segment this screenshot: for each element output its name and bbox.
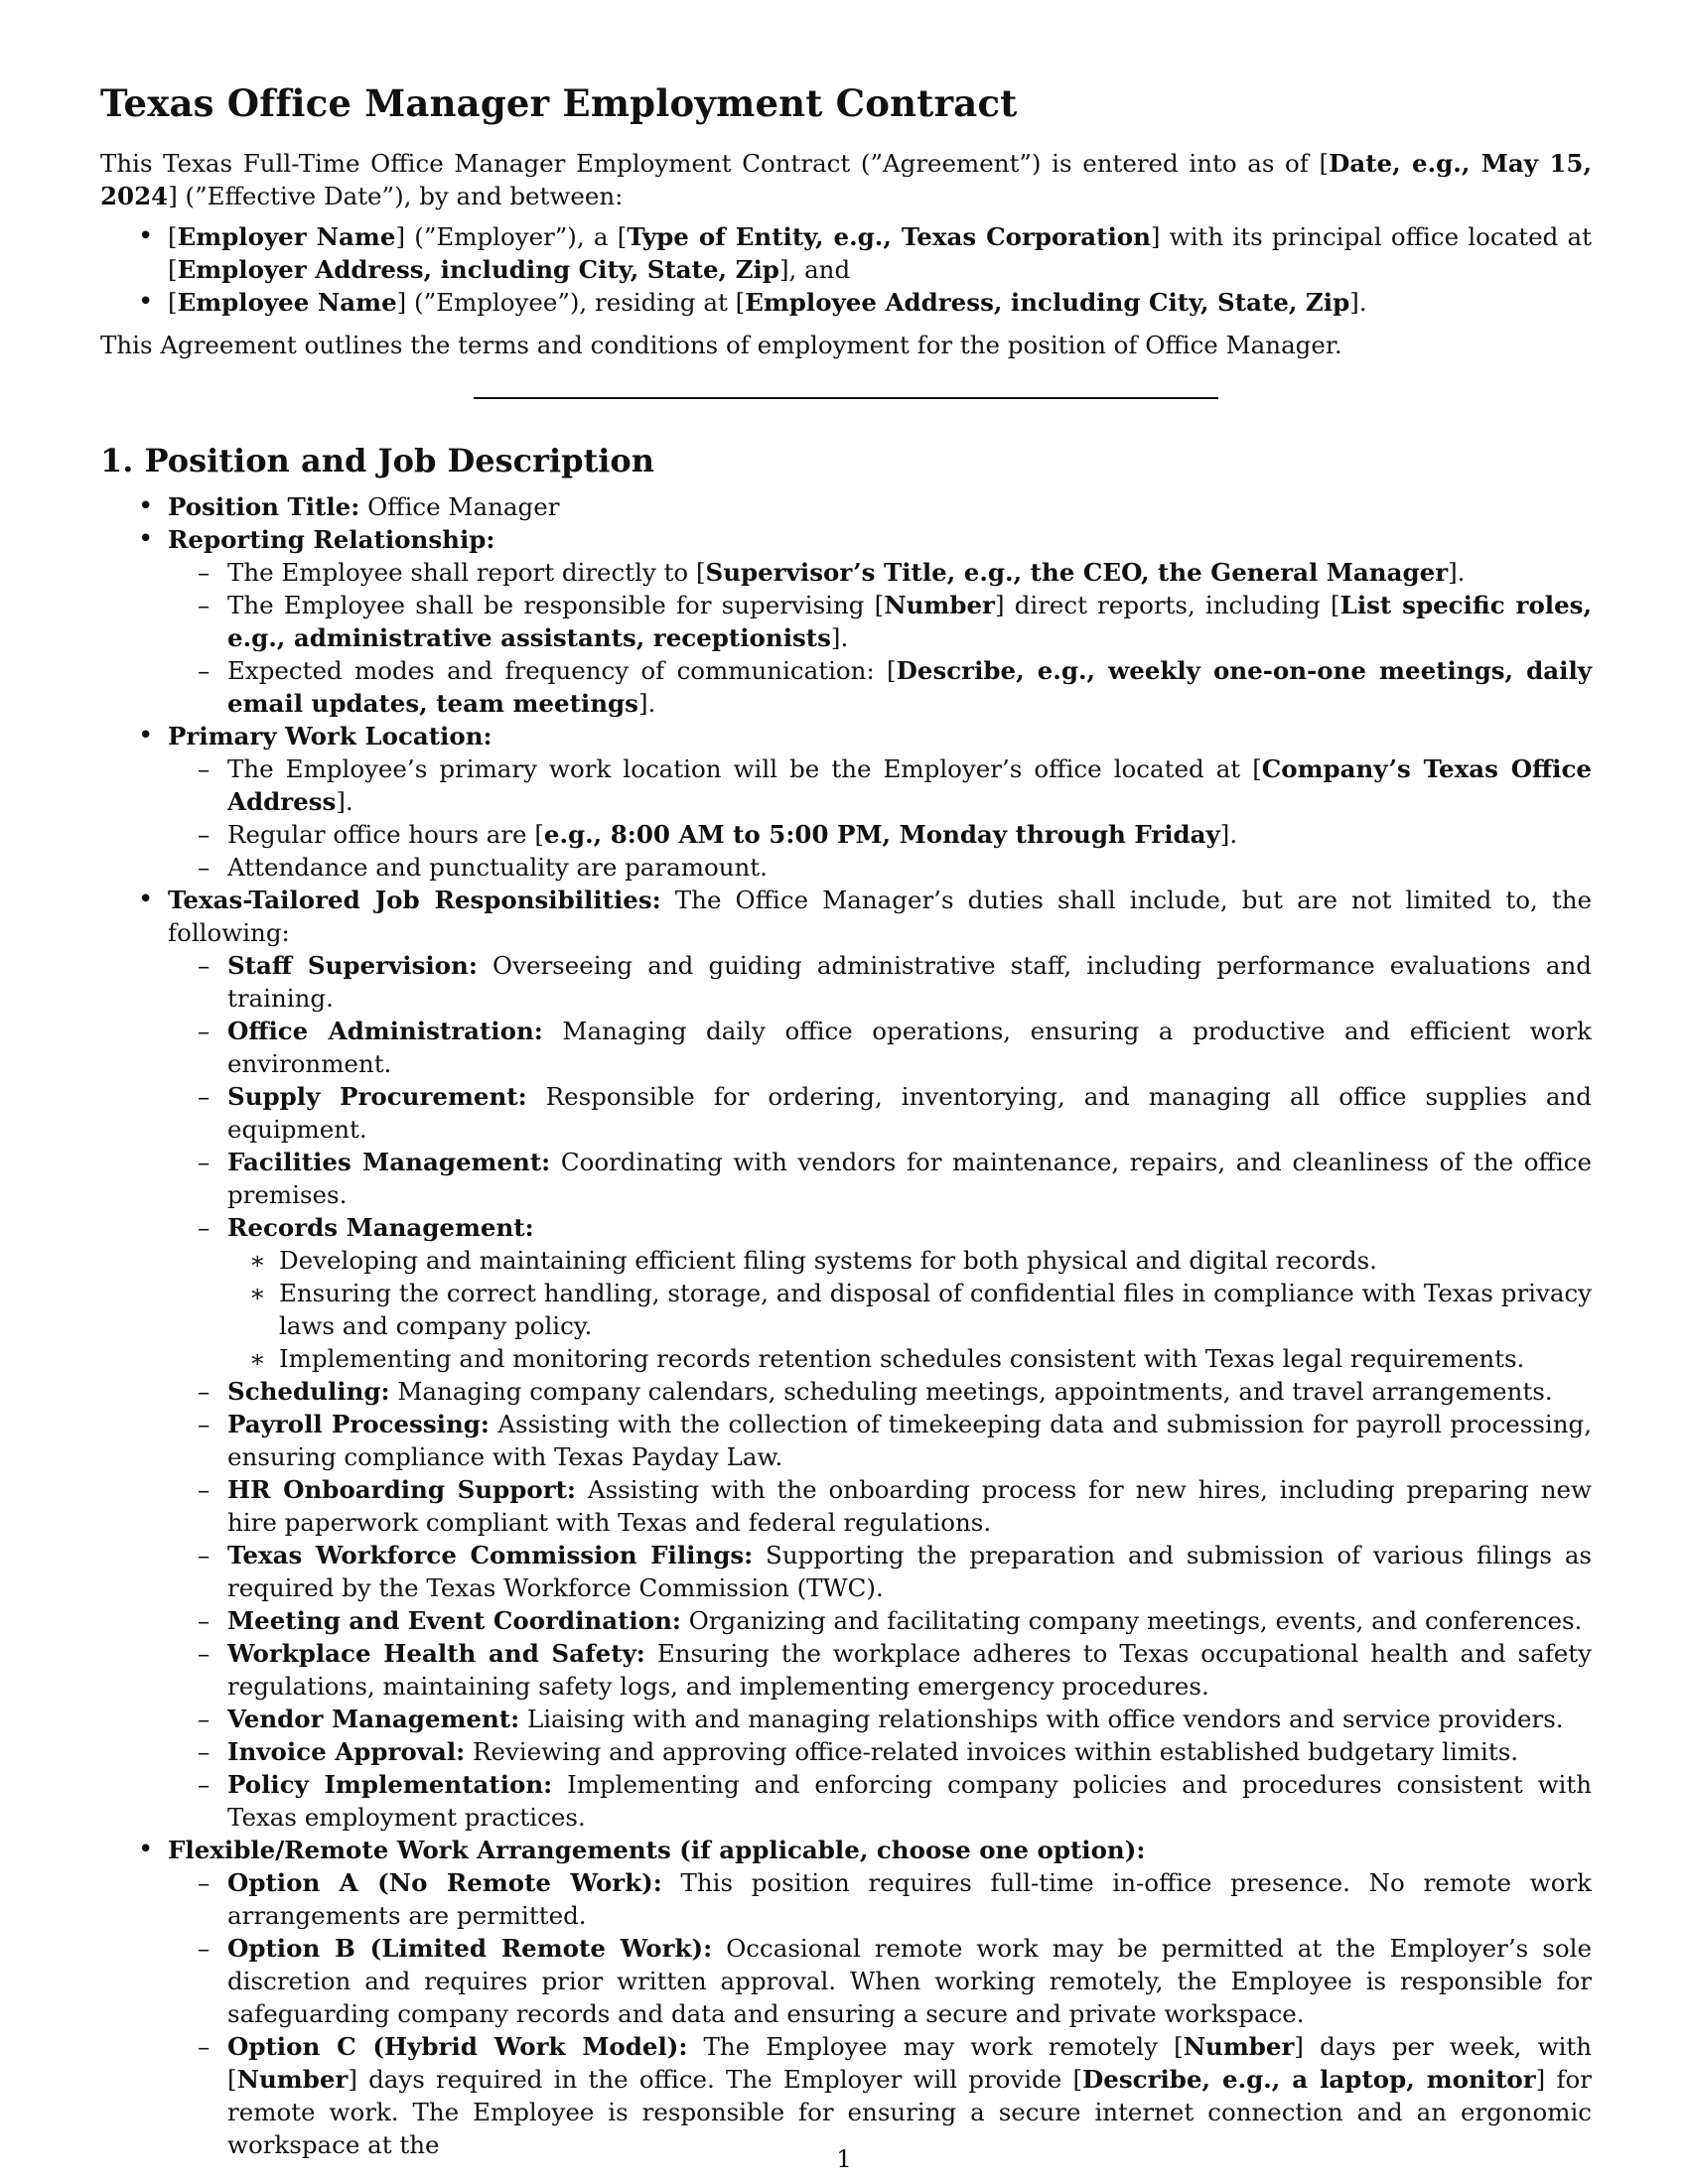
placeholder: Describe, e.g., a laptop, monitor bbox=[1082, 2064, 1536, 2094]
parties-list bbox=[100, 220, 1592, 319]
item-label: Facilities Management: bbox=[227, 1147, 551, 1176]
list-item: ∗ Implementing and monitoring records retention schedules consistent with Texas legal requirements. bbox=[227, 1342, 1592, 1375]
item-text: Liaising with and managing relationships with office vendors and service providers. bbox=[519, 1704, 1564, 1733]
option-b bbox=[168, 1932, 1592, 2030]
horizontal-rule bbox=[474, 397, 1218, 399]
item-text: Implementing and enforcing company policies and procedures consistent with Texas employment practices. bbox=[227, 1769, 1592, 1832]
list-item bbox=[168, 1473, 1592, 1539]
item-label: Workplace Health and Safety: bbox=[227, 1638, 645, 1668]
employer-name-placeholder: Employer Name bbox=[177, 222, 396, 252]
text: The Employee’s primary work location will be the Employer’s office located at [ bbox=[227, 753, 1262, 783]
list-item: ∗ Developing and maintaining efficient filing systems for both physical and digital records. bbox=[227, 1244, 1592, 1277]
item-label: Option C (Hybrid Work Model): bbox=[227, 2031, 688, 2061]
party-employee bbox=[100, 286, 1592, 319]
item-text: Ensuring the workplace adheres to Texas occupational health and safety regulations, maintaining safety logs, and implementing emergency procedures. bbox=[227, 1638, 1592, 1701]
placeholder: Describe, e.g., weekly one-on-one meetings, daily email updates, team meetings bbox=[227, 655, 1592, 718]
document-title: Texas Office Manager Employment Contract bbox=[100, 81, 1018, 125]
item-label: Records Management: bbox=[227, 1212, 534, 1242]
text: ]. bbox=[830, 622, 849, 652]
item-label: Meeting and Event Coordination: bbox=[227, 1605, 681, 1635]
text: ]. bbox=[336, 786, 353, 816]
item-label: Invoice Approval: bbox=[227, 1736, 466, 1766]
responsibilities-item bbox=[100, 884, 1592, 1834]
text: ] with its principal office located at [ bbox=[168, 222, 1592, 285]
item-text: Coordinating with vendors for maintenance, repairs, and cleanliness of the office premises. bbox=[227, 1147, 1592, 1209]
location-sublist bbox=[168, 752, 1592, 884]
text: ] for remote work. The Employee is responsible for ensuring a secure internet connection and an ergonomic workspace at the bbox=[227, 2064, 1592, 2159]
list-item bbox=[168, 1080, 1592, 1146]
list-item bbox=[168, 1539, 1592, 1604]
remote-options-sublist bbox=[168, 1866, 1592, 2161]
item-label: Scheduling: bbox=[227, 1376, 390, 1406]
item-label: Payroll Processing: bbox=[227, 1409, 490, 1438]
section1-list bbox=[100, 490, 1592, 2161]
text: ] days per week, with [ bbox=[227, 2031, 1593, 2094]
section-heading: 1. Position and Job Description bbox=[100, 442, 655, 480]
employee-address-placeholder: Employee Address, including City, State, Zip bbox=[745, 288, 1350, 318]
item-label: Supply Procurement: bbox=[227, 1081, 527, 1111]
placeholder: Company’s Texas Office Address bbox=[227, 753, 1592, 816]
item-text: Responsible for ordering, inventorying, and managing all office supplies and equipment. bbox=[227, 1081, 1592, 1144]
item-label: Option B (Limited Remote Work): bbox=[227, 1933, 713, 1963]
placeholder: Number bbox=[236, 2064, 349, 2094]
item-label: Primary Work Location: bbox=[168, 721, 492, 751]
text: The Employee shall be responsible for supervising [ bbox=[227, 590, 885, 619]
text: The Employee shall report directly to [ bbox=[227, 557, 706, 587]
placeholder: Number bbox=[884, 590, 995, 619]
list-item bbox=[168, 1015, 1592, 1080]
item-label: Policy Implementation: bbox=[227, 1769, 553, 1799]
list-item bbox=[168, 1637, 1592, 1703]
text: Regular office hours are [ bbox=[227, 819, 544, 849]
text: [ bbox=[168, 222, 178, 252]
entity-type-placeholder: Type of Entity, e.g., Texas Corporation bbox=[627, 222, 1151, 252]
placeholder: Number bbox=[1183, 2031, 1295, 2061]
text: ] direct reports, including [ bbox=[994, 590, 1340, 619]
item-text: Managing company calendars, scheduling meetings, appointments, and travel arrangements. bbox=[389, 1376, 1553, 1406]
text: ]. bbox=[1219, 819, 1238, 849]
text: Attendance and punctuality are paramount. bbox=[227, 852, 768, 882]
text: ] (”Employee”), residing at [ bbox=[396, 288, 746, 318]
item-label: Office Administration: bbox=[227, 1016, 543, 1045]
list-item bbox=[168, 556, 1592, 589]
list-item bbox=[168, 752, 1592, 818]
list-item bbox=[168, 1735, 1592, 1768]
reporting-item bbox=[100, 523, 1592, 720]
text: Expected modes and frequency of communication: [ bbox=[227, 655, 897, 685]
item-label: Texas-Tailored Job Responsibilities: bbox=[168, 885, 661, 914]
location-item bbox=[100, 720, 1592, 884]
list-item bbox=[168, 1408, 1592, 1473]
item-text: Assisting with the collection of timekeeping data and submission for payroll processing, ensuring compliance with Texas Payday Law. bbox=[227, 1409, 1592, 1471]
item-label: Texas Workforce Commission Filings: bbox=[227, 1540, 754, 1570]
remote-work-item bbox=[100, 1834, 1592, 2161]
outline-paragraph: This Agreement outlines the terms and conditions of employment for the position of Office Manager. bbox=[100, 331, 1342, 360]
placeholder: List specific roles, e.g., administrative assistants, receptionists bbox=[227, 590, 1593, 652]
list-item: ∗ Ensuring the correct handling, storage, and disposal of confidential files in compliance with Texas privacy laws and company policy. bbox=[227, 1277, 1592, 1342]
page-content bbox=[100, 81, 1592, 2161]
list-item bbox=[168, 1604, 1592, 1637]
option-a bbox=[168, 1866, 1592, 1932]
intro-text: This Texas Full-Time Office Manager Employment Contract (”Agreement”) is entered into as of [ bbox=[100, 149, 1330, 179]
list-item bbox=[168, 1375, 1592, 1408]
text: ], and bbox=[778, 255, 851, 285]
option-c bbox=[168, 2030, 1592, 2161]
list-item bbox=[168, 818, 1592, 851]
placeholder: e.g., 8:00 AM to 5:00 PM, Monday through Friday bbox=[543, 819, 1220, 849]
item-text: This position requires full-time in-office presence. No remote work arrangements are permitted. bbox=[227, 1867, 1592, 1930]
responsibilities-sublist bbox=[168, 949, 1592, 1834]
employee-name-placeholder: Employee Name bbox=[177, 288, 397, 318]
item-value: Office Manager bbox=[359, 491, 560, 521]
item-text: Managing daily office operations, ensuring a productive and efficient work environment. bbox=[227, 1016, 1592, 1078]
item-label: Option A (No Remote Work): bbox=[227, 1867, 662, 1897]
text: ]. bbox=[1349, 288, 1367, 318]
employer-address-placeholder: Employer Address, including City, State, Zip bbox=[177, 255, 779, 285]
position-title-item bbox=[100, 490, 1592, 523]
placeholder: Supervisor’s Title, e.g., the CEO, the General Manager bbox=[705, 557, 1449, 587]
intro-text: ] (”Effective Date”), by and between: bbox=[168, 182, 624, 211]
page-number: 1 bbox=[836, 2144, 852, 2173]
item-text: Organizing and facilitating company meetings, events, and conferences. bbox=[680, 1605, 1583, 1635]
item-label: Reporting Relationship: bbox=[168, 524, 495, 554]
item-text: Overseeing and guiding administrative staff, including performance evaluations and training. bbox=[227, 950, 1592, 1013]
item-value: The Office Manager’s duties shall include, but are not limited to, the following: bbox=[168, 885, 1593, 947]
list-item bbox=[168, 1146, 1592, 1211]
item-text: Occasional remote work may be permitted at the Employer’s sole discretion and requires prior written approval. When working remotely, the Employee is responsible for safeguarding company records and data and ensuring a secure and private workspace. bbox=[227, 1933, 1592, 2028]
item-label: HR Onboarding Support: bbox=[227, 1474, 576, 1504]
item-text: Reviewing and approving office-related invoices within established budgetary limits. bbox=[465, 1736, 1519, 1766]
text: ]. bbox=[637, 688, 656, 718]
list-item bbox=[168, 949, 1592, 1015]
item-label: Vendor Management: bbox=[227, 1704, 520, 1733]
list-item bbox=[168, 851, 1592, 884]
item-label: Flexible/Remote Work Arrangements (if applicable, choose one option): bbox=[168, 1835, 1146, 1864]
text: The Employee may work remotely [ bbox=[687, 2031, 1184, 2061]
list-item bbox=[168, 654, 1592, 720]
list-item bbox=[168, 1211, 1592, 1375]
text: ] (”Employer”), a [ bbox=[395, 222, 628, 252]
effective-date-placeholder: Date, e.g., May 15, 2024 bbox=[100, 149, 1592, 211]
list-item bbox=[168, 1768, 1592, 1834]
item-label: Position Title: bbox=[168, 491, 360, 521]
party-employer bbox=[100, 220, 1592, 286]
list-item bbox=[168, 1703, 1592, 1735]
reporting-sublist bbox=[168, 556, 1592, 720]
text: ] days required in the office. The Employer will provide [ bbox=[348, 2064, 1083, 2094]
text: ]. bbox=[1448, 557, 1466, 587]
records-sublist bbox=[227, 1244, 1592, 1375]
intro-paragraph bbox=[100, 147, 1592, 212]
list-item bbox=[168, 589, 1592, 654]
item-text: Assisting with the onboarding process for new hires, including preparing new hire paperwork compliant with Texas and federal regulations. bbox=[227, 1474, 1592, 1537]
text: [ bbox=[168, 288, 178, 318]
item-label: Staff Supervision: bbox=[227, 950, 478, 980]
item-text: Supporting the preparation and submission of various filings as required by the Texas Workforce Commission (TWC). bbox=[227, 1540, 1592, 1602]
